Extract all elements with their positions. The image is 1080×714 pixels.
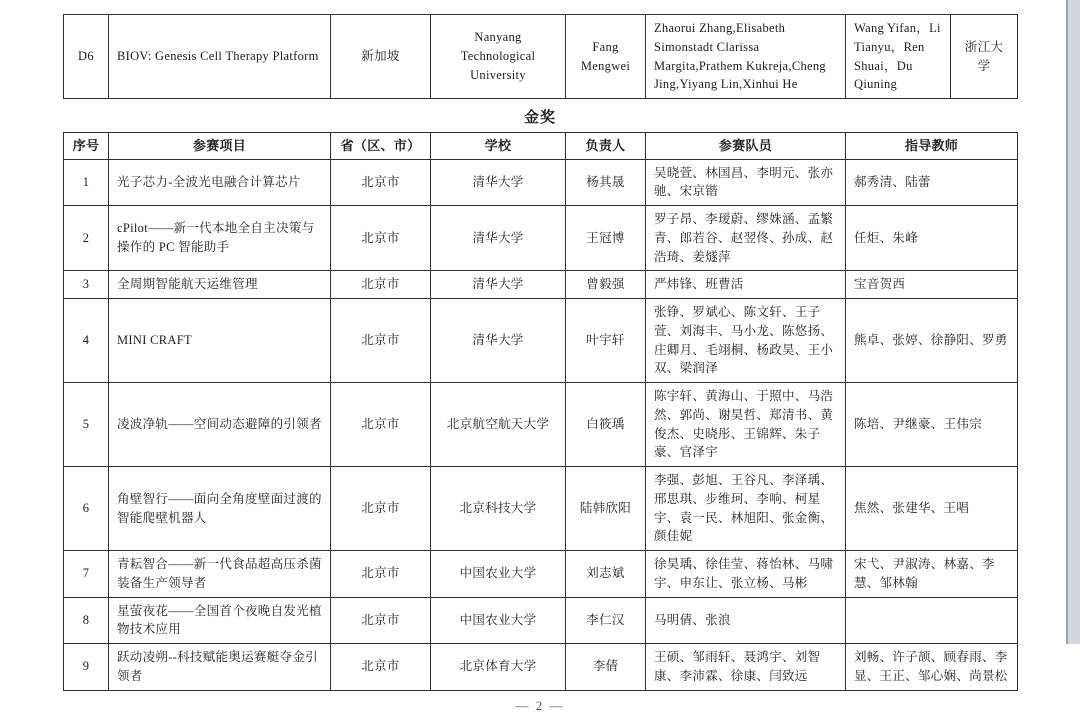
table-cell: 北京科技大学: [431, 467, 566, 551]
table-row: [64, 597, 1018, 644]
table-cell: 任炬、朱峰: [846, 206, 1018, 271]
table-cell: 熊卓、张婷、徐静阳、罗勇: [846, 299, 1018, 383]
table-cell: 跃动凌朔--科技赋能奥运赛艇夺金引领者: [109, 644, 331, 691]
table-row: [64, 644, 1018, 691]
cell-region: 新加坡: [331, 15, 431, 99]
table-row: [64, 206, 1018, 271]
table-cell: 清华大学: [431, 159, 566, 206]
table-row: [64, 299, 1018, 383]
page-number: — 2 —: [515, 697, 565, 713]
table-row: [64, 271, 1018, 299]
continued-award-table: [63, 14, 1018, 99]
table-cell: 宋弋、尹淑涛、林嘉、李慧、邹林翰: [846, 551, 1018, 598]
table-cell: 北京市: [331, 271, 431, 299]
table-cell: 焦然、张建华、王唱: [846, 467, 1018, 551]
table-cell: 北京市: [331, 383, 431, 467]
table-cell: cPilot——新一代本地全自主决策与操作的 PC 智能助手: [109, 206, 331, 271]
table-cell: 角壁智行——面向全角度壁面过渡的智能爬壁机器人: [109, 467, 331, 551]
table-cell: 青耘智合——新一代食品超高压杀菌装备生产领导者: [109, 551, 331, 598]
table-cell: 陆韩欣阳: [566, 467, 646, 551]
table-cell: 曾毅强: [566, 271, 646, 299]
table-cell: 5: [64, 383, 109, 467]
table-cell: 严炜锋、班曹活: [646, 271, 846, 299]
cell-school: Nanyang Technological University: [431, 15, 566, 99]
table-row: [64, 159, 1018, 206]
table-cell: 徐昊瑀、徐佳莹、蒋怡林、马啸宇、申东让、张立杨、马彬: [646, 551, 846, 598]
table-cell: 1: [64, 159, 109, 206]
column-header: 参赛项目: [109, 133, 331, 160]
table-cell: 李强、彭旭、王谷凡、李泽瑀、邢思琪、步维珂、李响、柯星宇、袁一民、林旭阳、张金衡、颜佳妮: [646, 467, 846, 551]
table-cell: 凌波净轨——空间动态避障的引领者: [109, 383, 331, 467]
gold-award-table: [63, 132, 1018, 691]
column-header: 序号: [64, 133, 109, 160]
column-header: 学校: [431, 133, 566, 160]
table-cell: 3: [64, 271, 109, 299]
table-cell: 星萤夜花——全国首个夜晚自发光植物技术应用: [109, 597, 331, 644]
table-cell: 8: [64, 597, 109, 644]
table-cell: 王冠博: [566, 206, 646, 271]
cell-leader: Fang Mengwei: [566, 15, 646, 99]
table-cell: 宝音贺西: [846, 271, 1018, 299]
table-cell: 北京市: [331, 206, 431, 271]
table-row: [64, 467, 1018, 551]
table-cell: 郝秀清、陆蕾: [846, 159, 1018, 206]
table-cell: 北京市: [331, 551, 431, 598]
table-cell: 北京市: [331, 467, 431, 551]
table-cell: [846, 597, 1018, 644]
cell-entry-no: D6: [64, 15, 109, 99]
table-cell: 马明倩、张浪: [646, 597, 846, 644]
cell-advisor-school: 浙江大学: [951, 15, 1018, 99]
table-cell: 清华大学: [431, 299, 566, 383]
table-cell: 6: [64, 467, 109, 551]
table-row: [64, 383, 1018, 467]
table-cell: 杨其晟: [566, 159, 646, 206]
viewer-gutter: [1066, 0, 1080, 644]
table-cell: 李仁汉: [566, 597, 646, 644]
table-cell: 全周期智能航天运维管理: [109, 271, 331, 299]
table-cell: 清华大学: [431, 271, 566, 299]
table-cell: 吴晓萱、林国昌、李明元、张亦驰、宋京锴: [646, 159, 846, 206]
table-cell: 白筱瑀: [566, 383, 646, 467]
table-cell: 北京市: [331, 299, 431, 383]
table-cell: 7: [64, 551, 109, 598]
table-cell: 北京市: [331, 159, 431, 206]
cell-members: Zhaorui Zhang,Elisabeth Simonstadt Clarissa Margita,Prathem Kukreja,Cheng Jing,Yiyang Lin,Xinhui He: [646, 15, 846, 99]
table-cell: 北京航空航天大学: [431, 383, 566, 467]
table-cell: 中国农业大学: [431, 551, 566, 598]
table-cell: 北京市: [331, 644, 431, 691]
table-cell: 刘志斌: [566, 551, 646, 598]
column-header: 负责人: [566, 133, 646, 160]
cell-advisors: Wang Yifan，Li Tianyu，Ren Shuai，Du Qiuning: [846, 15, 951, 99]
table-cell: 王硕、邹雨轩、聂鸿宇、刘智康、李沛霖、徐康、闫致远: [646, 644, 846, 691]
table-cell: 北京市: [331, 597, 431, 644]
table-row: [64, 551, 1018, 598]
table-cell: 9: [64, 644, 109, 691]
table-cell: 北京体育大学: [431, 644, 566, 691]
table-cell: 刘畅、许子颉、顾春雨、李显、王正、邹心娴、尚景松: [846, 644, 1018, 691]
table-header-row: [64, 133, 1018, 160]
table-cell: 2: [64, 206, 109, 271]
section-title-gold-award: 金奖: [523, 110, 556, 126]
gold-award-table-body: [64, 159, 1018, 690]
column-header: 参赛队员: [646, 133, 846, 160]
table-cell: 张铮、罗斌心、陈文轩、王子萱、刘海丰、马小龙、陈悠扬、庄卿月、毛翊桐、杨政昊、王小双、梁润泽: [646, 299, 846, 383]
column-header: 省（区、市）: [331, 133, 431, 160]
table-cell: 叶宇轩: [566, 299, 646, 383]
table-row: [64, 15, 1018, 99]
table-cell: 陈宇轩、黄海山、于照中、马浩然、郭尚、谢昊哲、郑清书、黄俊杰、史晓彤、王锦辉、朱子豪、官泽宇: [646, 383, 846, 467]
table-cell: 陈培、尹继豪、王伟宗: [846, 383, 1018, 467]
table-cell: 中国农业大学: [431, 597, 566, 644]
column-header: 指导教师: [846, 133, 1018, 160]
table-cell: 清华大学: [431, 206, 566, 271]
table-cell: 罗子昂、李瑷蔚、缪姝涵、孟繁青、郎若谷、赵翌佟、孙成、赵浩琦、姜燧萍: [646, 206, 846, 271]
table-cell: 李倩: [566, 644, 646, 691]
table-cell: 光子芯力-全波光电融合计算芯片: [109, 159, 331, 206]
table-cell: 4: [64, 299, 109, 383]
cell-project: BIOV: Genesis Cell Therapy Platform: [109, 15, 331, 99]
table-cell: MINI CRAFT: [109, 299, 331, 383]
